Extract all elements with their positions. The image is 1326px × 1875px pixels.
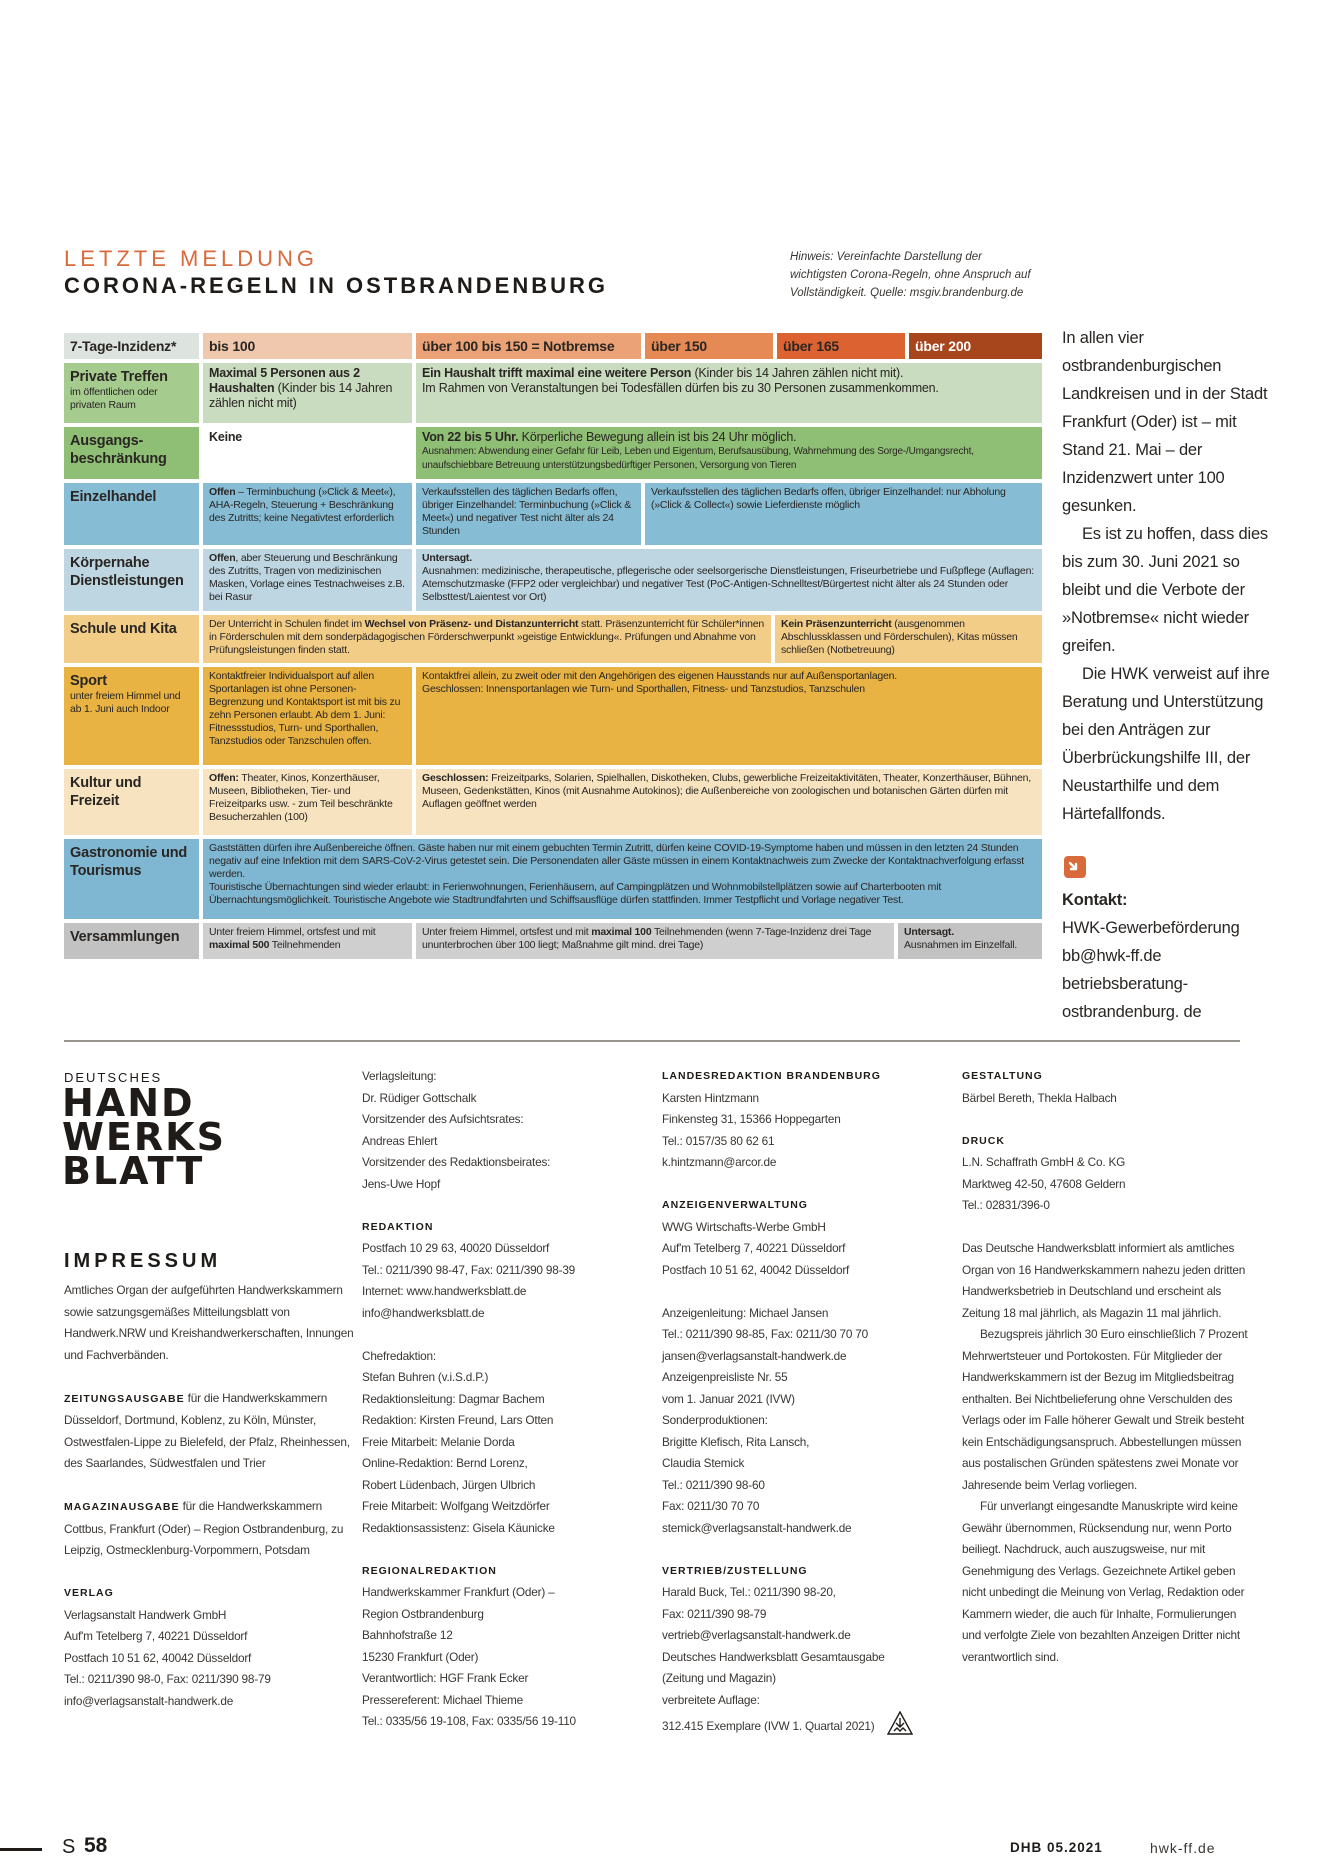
sidebar-paragraph: Die HWK verweist auf ihre Beratung und Unterstützung bei den Anträgen zur Überbrückungshilfe III, der Neustarthilfe und dem Härtefallfonds. bbox=[1062, 665, 1270, 823]
row-cell: Offen – Terminbuchung (»Click & Meet«), AHA-Regeln, Steuerung + Beschränkung des Zutritts; keine Negativtest erforderlich bbox=[203, 483, 412, 545]
row-cell: Der Unterricht in Schulen findet im Wechsel von Präsenz- und Distanzunterricht statt. Präsenzunterricht für Schüler*innen in Förderschulen mit dem sonderpädagogischen Förderschwerpunkt »geistige Entwicklung«. Prüfungen und Abnahme von Prüfungsleistungen finden statt. bbox=[203, 615, 771, 663]
row-cell: Ein Haushalt trifft maximal eine weitere Person (Kinder bis 14 Jahren zählen nicht mit). Im Rahmen von Veranstaltungen bei Todesfällen dürfen bis zu 30 Personen zusammenkommen. bbox=[416, 363, 1042, 423]
email-link[interactable]: stemick@verlagsanstalt-handwerk.de bbox=[662, 1520, 852, 1535]
divider bbox=[64, 1040, 1240, 1042]
row-cell: Kontaktfrei allein, zu zweit oder mit den Angehörigen des eigenen Hausstands nur auf Außensportanlagen. Geschlossen: Innensportanlagen wie Turn- und Sporthallen, Fitness- und Tanzstudios, Tanzschulen bbox=[416, 667, 1042, 765]
sidebar-paragraph: Es ist zu hoffen, dass dies bis zum 30. Juni 2021 so bleibt und die Verbote der »Notbremse« nicht wieder greifen. bbox=[1062, 525, 1268, 655]
level-notbremse: über 100 bis 150 = Notbremse bbox=[416, 333, 641, 359]
row-cell: Untersagt. Ausnahmen: medizinische, therapeutische, pflegerische oder seelsorgerische Dienstleistungen, Friseurbetriebe und Fußpflege (Auflagen: Atemschutzmaske (FFP2 oder vergleichbar) und negativer Test (PoC-Antigen-Schnelltest/Bürgertest nicht älter als 24 Stunden oder Selbsttest/Laientest vor Ort) bbox=[416, 549, 1042, 611]
arrow-down-right-icon bbox=[1064, 856, 1086, 878]
table-row-versammlung bbox=[64, 923, 1042, 959]
row-cell: Unter freiem Himmel, ortsfest und mit maximal 100 Teilnehmenden (wenn 7-Tage-Inzidenz drei Tage ununterbrochen über 100 liegt; Maßnahme gilt mind. drei Tage) bbox=[416, 923, 894, 959]
row-cell: Offen, aber Steuerung und Beschränkung des Zutritts, Tragen von medizinischen Masken, Vorlage eines Testnachweises z.B. bei Rasur bbox=[203, 549, 412, 611]
row-cell: Von 22 bis 5 Uhr. Körperliche Bewegung allein ist bis 24 Uhr möglich. Ausnahmen: Abwendung einer Gefahr für Leib, Leben und Eigentum, Berufsausübung, Wahrnehmung des Sorge-/Umgangsrecht, unaufschiebbare Betreuung unterstützungsbedürftiger Personen, Versorgung von Tieren bbox=[416, 427, 1042, 479]
level-ueber150: über 150 bbox=[645, 333, 773, 359]
row-cell: Offen: Theater, Kinos, Konzerthäuser, Museen, Bibliotheken, Tier- und Freizeitparks usw. - zum Teil beschränkte Besucherzahlen (100) bbox=[203, 769, 412, 835]
web-link[interactable]: Internet: www.handwerksblatt.de bbox=[362, 1284, 527, 1298]
page-prefix: S bbox=[62, 1836, 78, 1858]
table-row-koerpernah bbox=[64, 549, 1042, 611]
table-row-kultur bbox=[64, 769, 1042, 835]
row-label: Versammlungen bbox=[64, 923, 199, 959]
logo: HAND WERKS BLATT bbox=[62, 1081, 226, 1193]
contact-web-link[interactable]: betriebsberatung- ostbrandenburg. de bbox=[1062, 975, 1202, 1021]
incidence-label: 7-Tage-Inzidenz* bbox=[64, 333, 199, 359]
row-label: Ausgangs-beschränkung bbox=[64, 427, 199, 479]
email-link[interactable]: vertrieb@verlagsanstalt-handwerk.de bbox=[662, 1628, 851, 1642]
row-cell: Unter freiem Himmel, ortsfest und mit maximal 500 Teilnehmenden bbox=[203, 923, 412, 959]
level-ueber200: über 200 bbox=[909, 333, 1042, 359]
email-link[interactable]: info@handwerksblatt.de bbox=[362, 1305, 485, 1320]
contact-email-link[interactable]: bb@hwk-ff.de bbox=[1062, 947, 1162, 965]
corona-rules-table bbox=[64, 333, 1042, 963]
impressum-title: IMPRESSUM bbox=[64, 1250, 222, 1272]
row-label: Sport unter freiem Himmel und ab 1. Juni auch Indoor bbox=[64, 667, 199, 765]
table-row-einzelhandel bbox=[64, 483, 1042, 545]
row-cell: Verkaufsstellen des täglichen Bedarfs offen, übriger Einzelhandel: nur Abholung (»Click & Collect«) sowie Lieferdienste möglich bbox=[645, 483, 1042, 545]
impressum-col-3: LANDESREDAKTION BRANDENBURG Karsten Hintzmann Finkensteg 31, 15366 Hoppegarten Tel.: 0157/35 80 62 61 k.hintzmann@arcor.de ANZEIGENVERWALTUNG WWG Wirtschafts-Werbe GmbH Auf'm Tetelberg 7, 40221 Düsseldorf Postfach 10 51 62, 40042 Düsseldorf Anzeigenleitung: Michael Jansen Tel.: 0211/390 98-85, Fax: 0211/30 70 70 jansen@verlagsanstalt-handwerk.de Anzeigenpreisliste Nr. 55 vom 1. Januar 2021 (IVW) Sonderproduktionen: Brigitte Klefisch, Rita Lansch, Claudia Stemick Tel.: 0211/390 98-60 Fax: 0211/30 70 70 stemick@verlagsanstalt-handwerk.de VERTRIEB/ZUSTELLUNG Harald Buck, Tel.: 0211/390 98-20, Fax: 0211/390 98-79 vertrieb@verlagsanstalt-handwerk.de Deutsches Handwerksblatt Gesamtausgabe (Zeitung und Magazin) verbreitete Auflage: 312.415 Exemplare (IVW 1. Quartal 2021) bbox=[662, 1066, 952, 1743]
row-label: Einzelhandel bbox=[64, 483, 199, 545]
contact-org: HWK-Gewerbeförderung bbox=[1062, 919, 1240, 937]
issue-label: DHB 05.2021 bbox=[1010, 1840, 1103, 1855]
row-label: Schule und Kita bbox=[64, 615, 199, 663]
table-row-private bbox=[64, 363, 1042, 423]
sidebar-paragraph: In allen vier ostbrandenburgischen Landkreisen und in der Stadt Frankfurt (Oder) ist – mit Stand 21. Mai – der Inzidenzwert unter 100 gesunken. bbox=[1062, 329, 1268, 515]
email-link[interactable]: jansen@verlagsanstalt-handwerk.de bbox=[662, 1348, 847, 1363]
page-title: CORONA-REGELN IN OSTBRANDENBURG bbox=[64, 273, 608, 298]
row-label: Gastronomie und Tourismus bbox=[64, 839, 199, 919]
page-number: 58 bbox=[84, 1834, 108, 1857]
level-bis100: bis 100 bbox=[203, 333, 412, 359]
impressum-col-2: Verlagsleitung: Dr. Rüdiger Gottschalk Vorsitzender des Aufsichtsrates: Andreas Ehlert Vorsitzender des Redaktionsbeirates: Jens-Uwe Hopf REDAKTION Postfach 10 29 63, 40020 Düsseldorf Tel.: 0211/390 98-47, Fax: 0211/390 98-39 Internet: www.handwerksblatt.de info@handwerksblatt.de Chefredaktion: Stefan Buhren (v.i.S.d.P.) Redaktionsleitung: Dagmar Bachem Redaktion: Kirsten Freund, Lars Otten Freie Mitarbeit: Melanie Dorda Online-Redaktion: Bernd Lorenz, Robert Lüdenbach, Jürgen Ulbrich Freie Mitarbeit: Wolfgang Weitzdörfer Redaktionsassistenz: Gisela Käunicke REGIONALREDAKTION Handwerkskammer Frankfurt (Oder) – Region Ostbrandenburg Bahnhofstraße 12 15230 Frankfurt (Oder) Verantwortlich: HGF Frank Ecker Pressereferent: Michael Thieme Tel.: 0335/56 19-108, Fax: 0335/56 19-110 bbox=[362, 1066, 652, 1733]
row-cell: Verkaufsstellen des täglichen Bedarfs offen, übriger Einzelhandel: Terminbuchung (»Click & Meet«) und negativer Test nicht älter als 24 Stunden bbox=[416, 483, 641, 545]
row-cell: Geschlossen: Freizeitparks, Solarien, Spielhallen, Diskotheken, Clubs, gewerbliche Freizeitaktivitäten, Theater, Konzerthäuser, Bühnen, Museen, Gedenkstätten, Kinos (mit Ausnahme Autokinos); die Außenbereiche von zoologischen und botanischen Gärten dürfen mit Auflagen geöffnet werden bbox=[416, 769, 1042, 835]
email-link[interactable]: info@verlagsanstalt-handwerk.de bbox=[64, 1693, 234, 1708]
table-header-row bbox=[64, 333, 1042, 359]
table-row-schule bbox=[64, 615, 1042, 663]
section-kicker: LETZTE MELDUNG bbox=[64, 246, 319, 271]
footer-site-link[interactable]: hwk-ff.de bbox=[1150, 1840, 1216, 1856]
table-row-gastro bbox=[64, 839, 1042, 919]
impressum-col-4: GESTALTUNG Bärbel Bereth, Thekla Halbach DRUCK L.N. Schaffrath GmbH & Co. KG Marktweg 42-50, 47608 Geldern Tel.: 02831/396-0 Das Deutsche Handwerksblatt informiert als amtliches Organ von 16 Handwerkskammern nahezu jeden dritten Handwerksbetrieb in Deutschland und erscheint als Zeitung 18 mal jährlich, als Magazin 11 mal jährlich. Bezugspreis jährlich 30 Euro einschließlich 7 Prozent Mehrwertsteuer und Portokosten. Für Mitglieder der Handwerkskammern ist der Bezug im Mitgliedsbeitrag enthalten. Bei Nichtbelieferung ohne Verschulden des Verlags oder im Falle höherer Gewalt und Streik besteht kein Entschädigungsanspruch. Abbestellungen müssen aus postalischen Gründen spätestens zwei Monate vor Jahresende beim Verlag vorliegen. Für unverlangt eingesandte Manuskripte wird keine Gewähr übernommen, Rücksendung nur, wenn Porto beiliegt. Nachdruck, auch auszugsweise, nur mit Genehmigung des Verlags. Gezeichnete Artikel geben nicht unbedingt die Meinung von Verlag, Redaktion oder Kammern wieder, die auch für Inhalte, Formulierungen und verfolgte Ziele von bezahlten Anzeigen Dritter nicht verantwortlich sind. bbox=[962, 1070, 1248, 1664]
row-label: Körpernahe Dienstleistungen bbox=[64, 549, 199, 611]
row-cell: Untersagt. Ausnahmen im Einzelfall. bbox=[898, 923, 1042, 959]
email-link[interactable]: k.hintzmann@arcor.de bbox=[662, 1155, 777, 1169]
footer-bar bbox=[0, 1848, 42, 1851]
row-cell: Kontaktfreier Individualsport auf allen Sportanlagen ist ohne Personen-Begrenzung und Kontaktsport ist mit bis zu zehn Personen erlaubt. Ab dem 1. Juni: Fitnessstudios, Turn- und Sporthallen, Tanzstudios oder Tanzschulen offen. bbox=[203, 667, 412, 765]
table-row-sport bbox=[64, 667, 1042, 765]
contact-title: Kontakt: bbox=[1062, 891, 1128, 909]
ivw-logo-icon bbox=[887, 1711, 913, 1743]
row-cell: Keine bbox=[203, 427, 412, 479]
row-label: Kultur und Freizeit bbox=[64, 769, 199, 835]
level-ueber165: über 165 bbox=[777, 333, 905, 359]
row-cell: Gaststätten dürfen ihre Außenbereiche öffnen. Gäste haben nur mit einem gebuchten Termin Zutritt, dürfen keine COVID-19-Symptome haben und müssen in den letzten 24 Stunden negativ auf eine Infektion mit dem SARS-CoV-2-Virus getestet sein. Die Personendaten aller Gäste müssen in einem Kontaktnachweis zum Zwecke der Kontaktnachverfolgung erfasst werden. Touristische Übernachtungen sind wieder erlaubt: in Ferienwohnungen, Ferienhäusern, auf Campingplätzen und Wohnmobilstellplätzen sowie auf Charterbooten mit Übernachtungsmöglichkeit. Touristische Angebote wie Stadtrundfahrten und Schiffsausflüge dürfen stattfinden. Immer Testpflicht und Vorlage negativer Test. bbox=[203, 839, 1042, 919]
sidebar-article bbox=[1062, 324, 1272, 1026]
row-cell: Kein Präsenzunterricht (ausgenommen Abschlussklassen und Förderschulen), Kitas müssen schließen (Notbetreuung) bbox=[775, 615, 1042, 663]
logo-kicker: DEUTSCHES bbox=[64, 1070, 163, 1085]
table-row-ausgang bbox=[64, 427, 1042, 479]
source-note: Hinweis: Vereinfachte Darstellung der wichtigsten Corona-Regeln, ohne Anspruch auf Vollständigkeit. Quelle: msgiv.brandenburg.de bbox=[790, 251, 1031, 299]
impressum-col-1: Amtliches Organ der aufgeführten Handwerkskammern sowie satzungsgemäßes Mitteilungsblatt von Handwerk.NRW und Kreishandwerkerschaften, Innungen und Fachverbänden. ZEITUNGSAUSGABE für die Handwerkskammern Düsseldorf, Dortmund, Koblenz, zu Köln, Münster, Ostwestfalen-Lippe zu Bielefeld, der Pfalz, Rheinhessen, des Saarlandes, Südwestfalen und Trier MAGAZINAUSGABE für die Handwerkskammern Cottbus, Frankfurt (Oder) – Region Ostbrandenburg, zu Leipzig, Ostmecklenburg-Vorpommern, Potsdam VERLAG Verlagsanstalt Handwerk GmbH Auf'm Tetelberg 7, 40221 Düsseldorf Postfach 10 51 62, 40042 Düsseldorf Tel.: 0211/390 98-0, Fax: 0211/390 98-79 info@verlagsanstalt-handwerk.de bbox=[64, 1280, 354, 1712]
row-cell: Maximal 5 Personen aus 2 Haushalten (Kinder bis 14 Jahren zählen nicht mit) bbox=[203, 363, 412, 423]
row-label: Private Treffen im öffentlichen oder privaten Raum bbox=[64, 363, 199, 423]
